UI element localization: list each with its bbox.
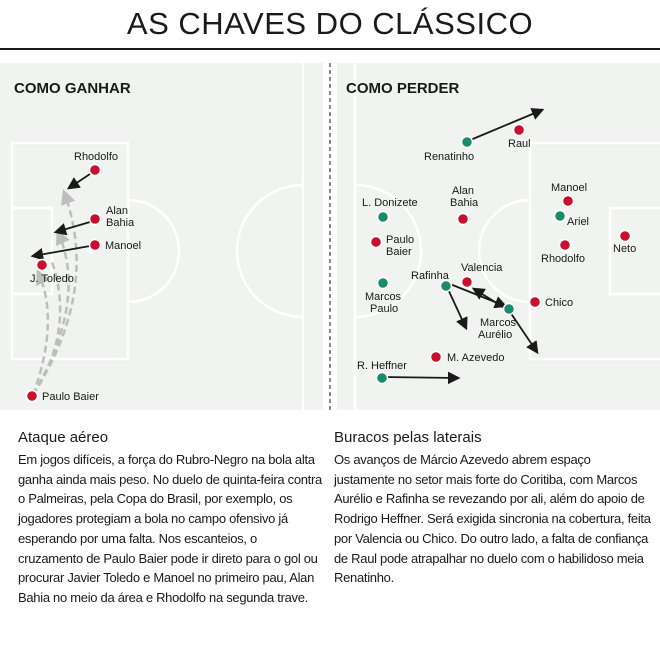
player-label: Raul [508, 138, 531, 150]
page-title: AS CHAVES DO CLÁSSICO [126, 6, 534, 41]
player-label: Valencia [461, 262, 503, 274]
player-label: Rafinha [411, 270, 449, 282]
player-label: Marcos Paulo [365, 291, 402, 315]
left-caption-body: Em jogos difíceis, a força do Rubro-Negro na bola alta ganha ainda mais peso. No duelo de quinta-feira contra o Palmeiras, pela Copa do Brasil, por exemplo, os jogadores protegiam a bola no campo ofensivo já esperando por uma falta. Nos escanteios, o cruzamento de Paulo Baier pode ir direto para o gol ou procurar Javier Toledo e Manoel no primeiro pau, Alan Bahia no meio da área e Rhodolfo na segunda trave. [18, 452, 322, 605]
player-label: Rhodolfo [74, 151, 119, 163]
player-label: M. Azevedo [447, 352, 505, 364]
player-label: Manoel [551, 182, 588, 194]
player-label: Alan Bahia [106, 205, 135, 229]
player-label: L. Donizete [362, 197, 418, 209]
right-caption [334, 428, 654, 588]
player-label: Paulo Baier [386, 234, 415, 258]
right-caption-body: Os avanços de Márcio Azevedo abrem espaço justamente no setor mais forte do Coritiba, com Marcos Aurélio e Rafinha se revezando por ali, além do apoio de Rodrigo Heffner. Será exigida sincronia na cobertura, feita por Valencia ou Chico. Do outro lado, a falta de confiança de Raul pode atrapalhar no duelo com o habilidoso meia Renatinho. [334, 452, 651, 586]
player-label: Paulo Baier [42, 391, 99, 403]
right-heading: COMO PERDER [346, 80, 460, 97]
player-label: J. Toledo [30, 273, 74, 285]
pitch-diagram [0, 60, 660, 412]
player-label: Ariel [567, 216, 590, 228]
player-label: Renatinho [424, 151, 475, 163]
player-label: Alan Bahia [450, 185, 479, 209]
player-label: Marcos Aurélio [478, 317, 517, 341]
player-label: Rhodolfo [541, 253, 586, 265]
title-divider [0, 48, 660, 50]
player-label: Neto [613, 243, 637, 255]
player-label: Chico [545, 297, 574, 309]
right-caption-title: Buracos pelas laterais [334, 429, 482, 446]
left-heading: COMO GANHAR [14, 80, 131, 97]
left-caption [18, 428, 323, 608]
player-label: Manoel [105, 240, 142, 252]
player-label: R. Heffner [357, 360, 407, 372]
left-field [0, 63, 323, 410]
player-chico [530, 297, 574, 310]
left-caption-title: Ataque aéreo [18, 429, 109, 446]
player-manoel [90, 240, 142, 253]
